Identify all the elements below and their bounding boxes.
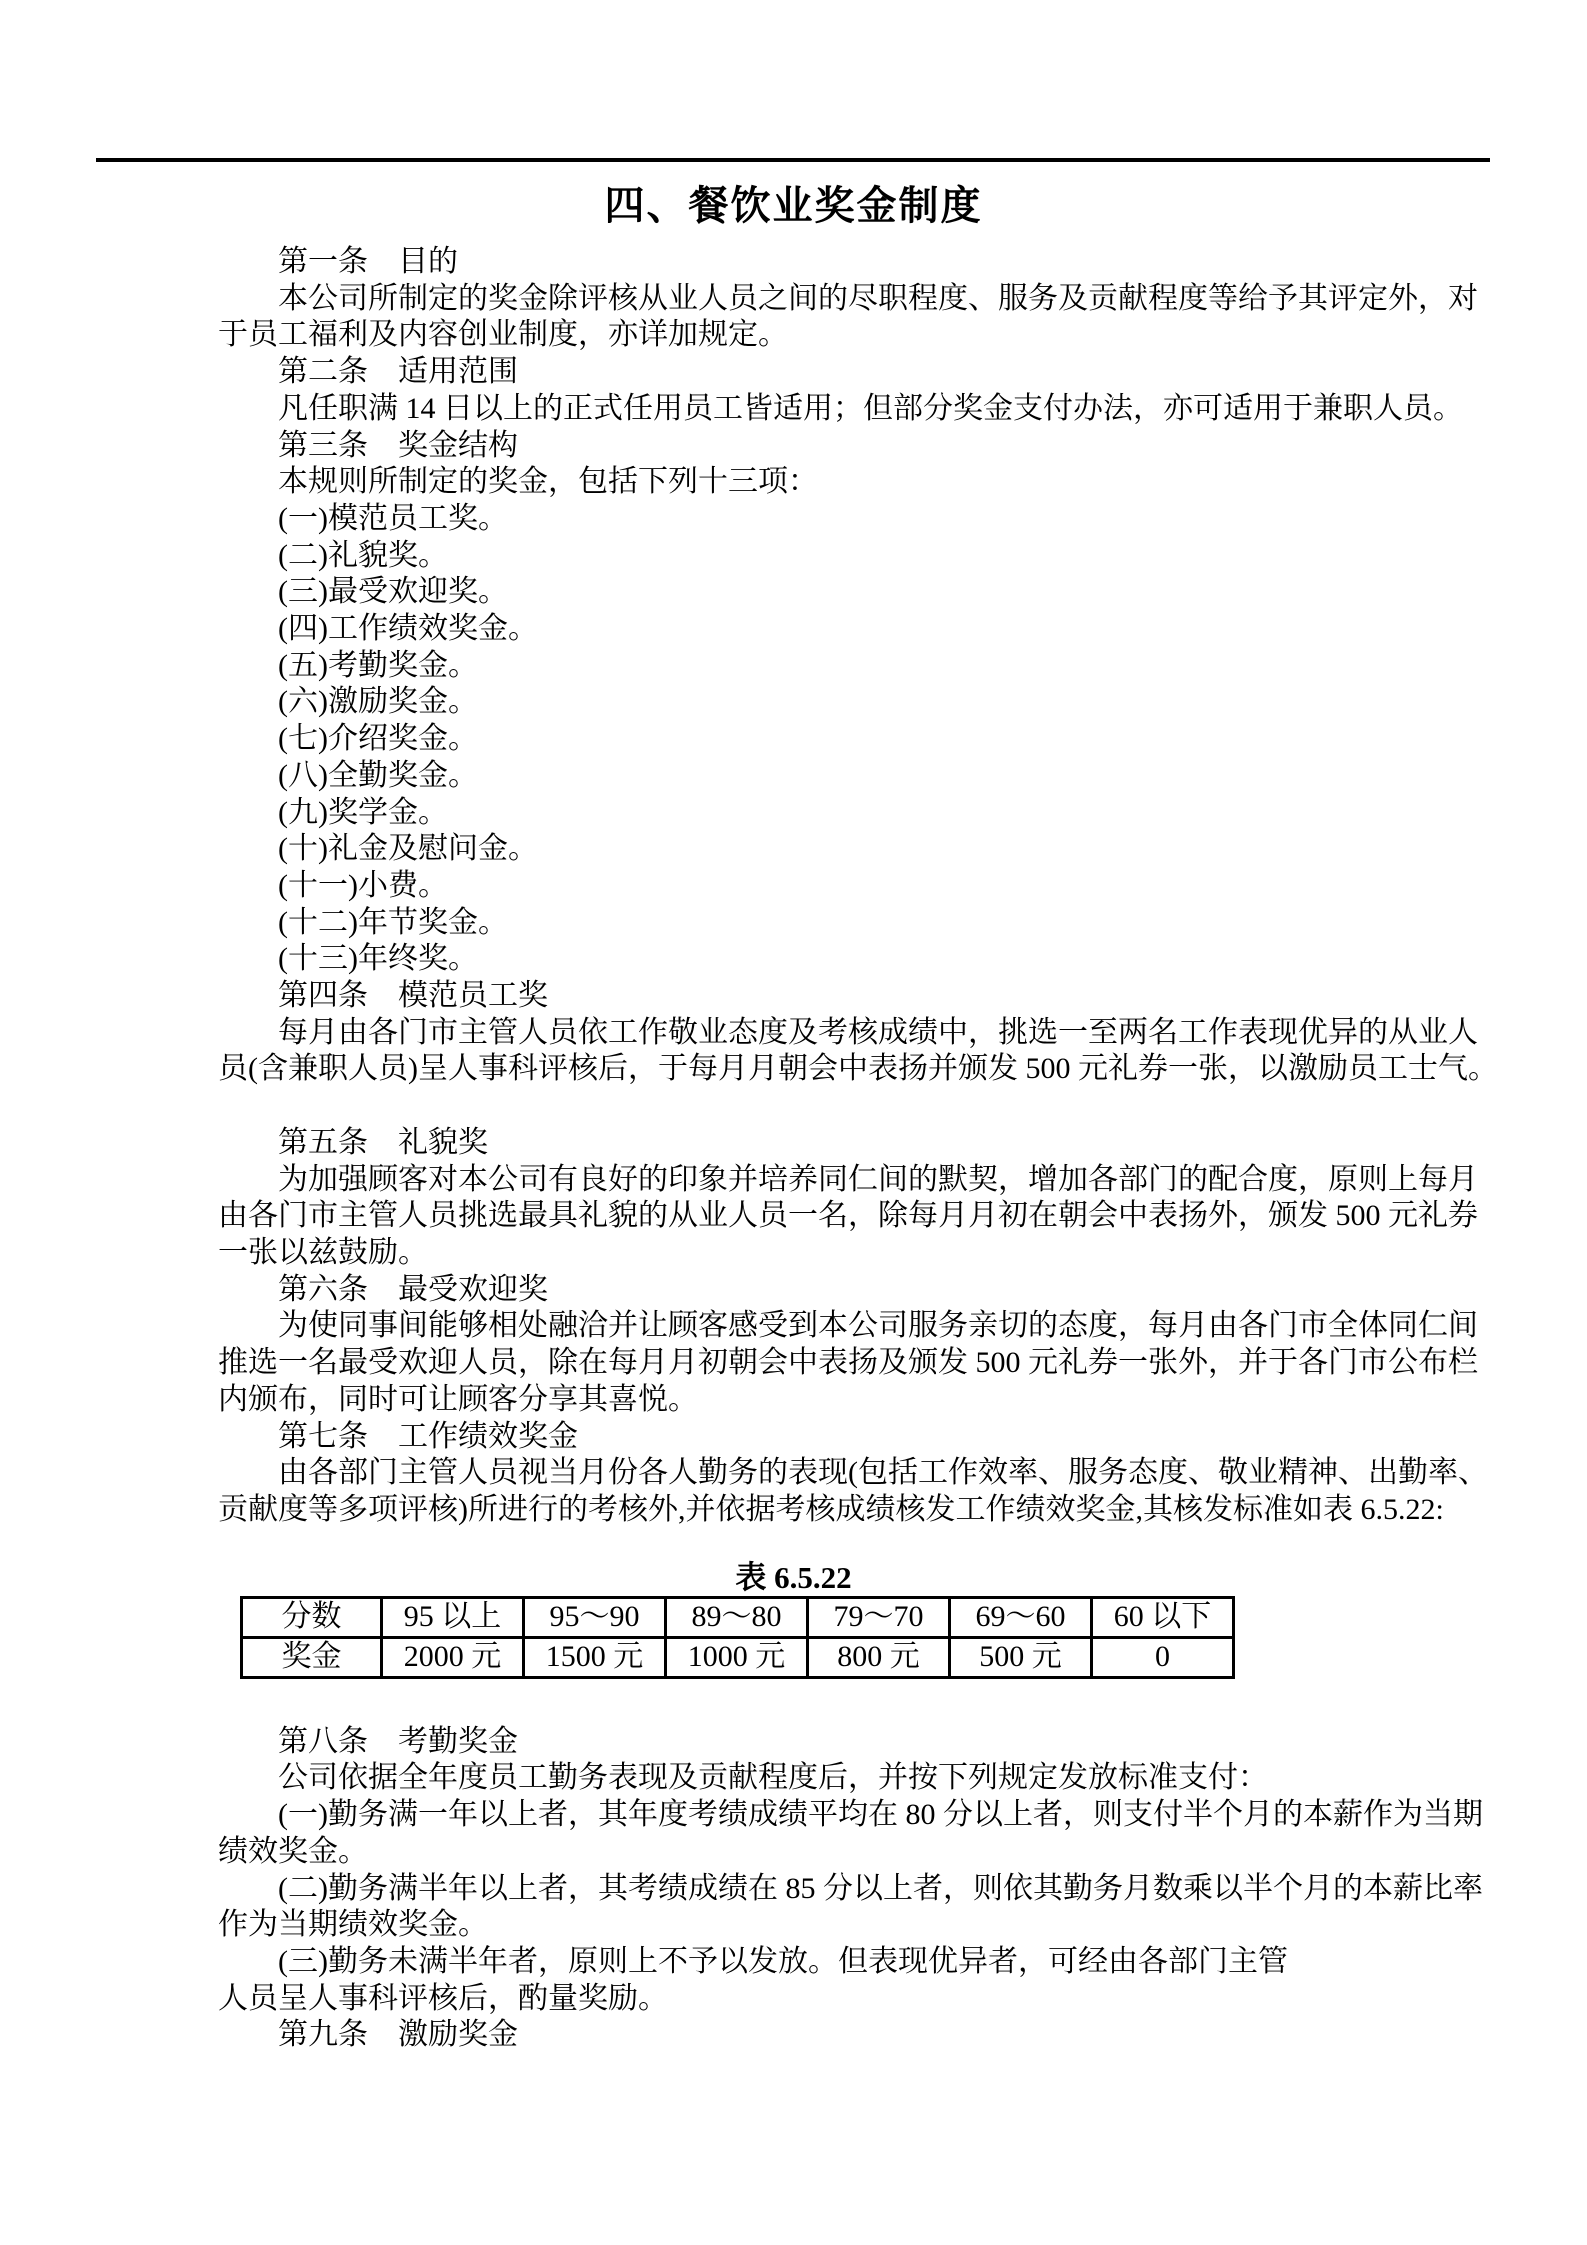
text-line: 员(含兼职人员)呈人事科评核后，于每月月朝会中表扬并颁发 500 元礼券一张，以激励员工士气。 [218, 1052, 1498, 1086]
text-line: (一)勤务满一年以上者，其年度考绩成绩平均在 80 分以上者，则支付半个月的本薪作为当期 [278, 1798, 1483, 1832]
text-line: 第五条 礼貌奖 [278, 1125, 488, 1159]
table-cell: 60 以下 [1092, 1598, 1234, 1638]
text-line: 人员呈人事科评核后，酌量奖励。 [218, 1981, 668, 2015]
text-line: 贡献度等多项评核)所进行的考核外,并依据考核成绩核发工作绩效奖金,其核发标准如表 6.5.22: [218, 1492, 1444, 1526]
text-line: (四)工作绩效奖金。 [278, 612, 538, 646]
table-cell: 89～80 [666, 1598, 808, 1638]
text-line: (二)礼貌奖。 [278, 538, 448, 572]
text-line: (一)模范员工奖。 [278, 501, 508, 535]
text-line: (八)全勤奖金。 [278, 758, 478, 792]
text-line: 第八条 考勤奖金 [278, 1724, 518, 1758]
text-line: (三)最受欢迎奖。 [278, 575, 508, 609]
text-line: 本规则所制定的奖金，包括下列十三项： [278, 465, 818, 499]
text-line: (五)考勤奖金。 [278, 648, 478, 682]
body-lines-before-table [218, 244, 1518, 1529]
table-cell: 1500 元 [524, 1638, 666, 1678]
blank-line [218, 1088, 1518, 1125]
table-cell: 分数 [242, 1598, 382, 1638]
document-body [218, 244, 1518, 2054]
text-line: 于员工福利及内容创业制度，亦详加规定。 [218, 318, 788, 352]
text-line: 内颁布，同时可让顾客分享其喜悦。 [218, 1382, 698, 1416]
text-line: 凡任职满 14 日以上的正式任用员工皆适用；但部分奖金支付办法，亦可适用于兼职人员。 [278, 391, 1463, 425]
text-line: 为使同事间能够相处融洽并让顾客感受到本公司服务亲切的态度，每月由各门市全体同仁间 [278, 1309, 1478, 1343]
table-cell: 500 元 [950, 1638, 1092, 1678]
header-rule [96, 158, 1490, 162]
text-line: (三)勤务未满半年者，原则上不予以发放。但表现优异者，可经由各部门主管 [278, 1944, 1288, 1978]
text-line: 第二条 适用范围 [278, 355, 518, 389]
table-cell: 95～90 [524, 1598, 666, 1638]
text-line: 公司依据全年度员工勤务表现及贡献程度后，并按下列规定发放标准支付： [278, 1761, 1268, 1795]
table-caption: 表 6.5.22 [735, 1559, 852, 1595]
text-line: 第四条 模范员工奖 [278, 979, 548, 1013]
table-cell: 79～70 [808, 1598, 950, 1638]
text-line: 第六条 最受欢迎奖 [278, 1272, 548, 1306]
table-row [242, 1598, 1234, 1638]
text-line: (十三)年终奖。 [278, 942, 478, 976]
text-line: (十二)年节奖金。 [278, 905, 508, 939]
page-title: 四、餐饮业奖金制度 [604, 183, 983, 228]
text-line: (六)激励奖金。 [278, 685, 478, 719]
text-line: (七)介绍奖金。 [278, 722, 478, 756]
table-cell: 0 [1092, 1638, 1234, 1678]
body-lines-after-table [218, 1724, 1518, 2054]
table-cell: 69～60 [950, 1598, 1092, 1638]
text-line: (十)礼金及慰问金。 [278, 832, 538, 866]
text-line: 作为当期绩效奖金。 [218, 1908, 488, 1942]
text-line: 为加强顾客对本公司有良好的印象并培养同仁间的默契，增加各部门的配合度，原则上每月 [278, 1162, 1478, 1196]
text-line: 第七条 工作绩效奖金 [278, 1419, 578, 1453]
bonus-standards-table [240, 1596, 1235, 1678]
table-cell: 奖金 [242, 1638, 382, 1678]
text-line: 第一条 目的 [278, 245, 458, 278]
text-line: 第三条 奖金结构 [278, 428, 518, 462]
text-line: (二)勤务满半年以上者，其考绩成绩在 85 分以上者，则依其勤务月数乘以半个月的本薪比率 [278, 1871, 1483, 1905]
table-row [242, 1638, 1234, 1678]
text-line: 一张以兹鼓励。 [218, 1235, 428, 1269]
table-cell: 800 元 [808, 1638, 950, 1678]
text-line: (十一)小费。 [278, 868, 448, 902]
text-line: 由各部门主管人员视当月份各人勤务的表现(包括工作效率、服务态度、敬业精神、出勤率、 [278, 1456, 1488, 1490]
table-cell: 1000 元 [666, 1638, 808, 1678]
text-line: 第九条 激励奖金 [278, 2018, 518, 2052]
text-line: 由各门市主管人员挑选最具礼貌的从业人员一名，除每月月初在朝会中表扬外，颁发 500 元礼券 [218, 1199, 1478, 1233]
text-line: 推选一名最受欢迎人员，除在每月月初朝会中表扬及颁发 500 元礼券一张外，并于各门市公布栏 [218, 1346, 1478, 1380]
text-line: 绩效奖金。 [218, 1834, 368, 1868]
table-cell: 95 以上 [382, 1598, 524, 1638]
text-line: (九)奖学金。 [278, 795, 448, 829]
table-cell: 2000 元 [382, 1638, 524, 1678]
text-line: 本公司所制定的奖金除评核从业人员之间的尽职程度、服务及贡献程度等给予其评定外，对 [278, 281, 1478, 315]
text-line: 每月由各门市主管人员依工作敬业态度及考核成绩中，挑选一至两名工作表现优异的从业人 [278, 1015, 1478, 1049]
